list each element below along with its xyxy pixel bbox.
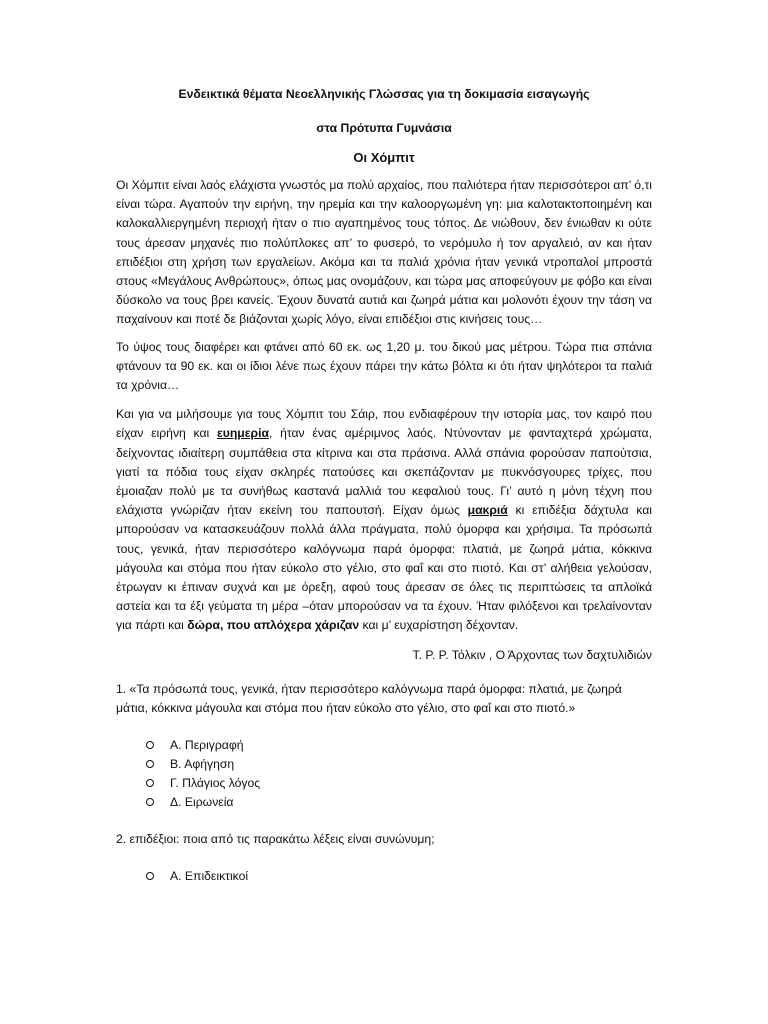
- question-1-option-d[interactable]: [146, 793, 652, 812]
- question-1-option-c[interactable]: [146, 774, 652, 793]
- story-title: Οι Χόμπιτ: [353, 150, 415, 165]
- paragraph-2: Το ύψος τους διαφέρει και φτάνει από 60 εκ. ως 1,20 μ. του δικού μας μέτρου. Τώρα πια σπάνια φτάνουν τα 90 εκ. και οι ίδιοι λένε πως έχουν πάρει την κάτω βόλτα κι ότι ήταν ψηλότεροι τα παλιά τα χρόνια…: [116, 339, 652, 393]
- option-label: Α. Περιγραφή: [170, 737, 244, 752]
- option-label: Δ. Ειρωνεία: [170, 794, 234, 809]
- option-label: Γ. Πλάγιος λόγος: [170, 775, 261, 790]
- option-label: Β. Αφήγηση: [170, 756, 235, 771]
- paragraph-3-part-a: Και για να μιλήσουμε για τους Χόμπιτ του Σάιρ, που ενδιαφέρουν την ιστορία μας, τον καιρό που είχαν ειρήνη και: [116, 407, 652, 441]
- underlined-word-evimeria: ευημερία: [216, 426, 269, 441]
- paragraph-3-part-d: και μ’ ευχαρίστηση δέχονταν.: [359, 618, 519, 633]
- paragraph-1: Οι Χόμπιτ είναι λαός ελάχιστα γνωστός μα πολύ αρχαίος, που παλιότερα ήταν περισσότεροι απ’ ό,τι είναι τώρα. Αγαπούν την ειρήνη, την ηρεμία και την καλοοργωμένη γη: μια καλοτακτοποιημένη και καλοκαλλιεργημένη περιοχή ήταν ο πιο αγαπημένος τους τόπος. Δε νιώθουν, δεν ένιωθαν κι ούτε τους άρεσαν μηχανές πιο πολύπλοκες απ’ το φυσερό, το νερόμυλο ή τον αργαλειό, αν και ήταν επιδέξιοι στη χρήση των εργαλείων. Ακόμα και τα παλιά χρόνια ήταν γενικά ντροπαλοί μπροστά στους «Μεγάλους Ανθρώπους», όπως μας ονομάζουν, και τώρα μας αποφεύγουν με φόβο και είναι δύσκολο να τους βρει κανείς. Έχουν δυνατά αυτιά και ζωηρά μάτια και μολονότι έχουν την τάση να παχαίνουν και ποτέ δε βιάζονται χωρίς λόγο, είναι επιδέξιοι στις κινήσεις τους…: [116, 178, 652, 327]
- document-subtitle: στα Πρότυπα Γυμνάσια: [316, 121, 452, 135]
- circle-bullet-icon: [146, 760, 154, 768]
- circle-bullet-icon: [146, 872, 154, 880]
- attribution: Τ. Ρ. Ρ. Τόλκιν , Ο Άρχοντας των δαχτυλιδιών: [412, 647, 652, 662]
- circle-bullet-icon: [146, 741, 154, 749]
- question-1-options: [116, 736, 652, 812]
- option-label: Α. Επιδεικτικοί: [170, 868, 249, 883]
- question-1: 1. «Τα πρόσωπά τους, γενικά, ήταν περισσότερο καλόγνωμα παρά όμορφα: πλατιά, με ζωηρά μάτια, κόκκινα μάγουλα και στόμα που ήταν εύκολο στο γέλιο, στο φαΐ και στο πιοτό.»: [116, 681, 622, 715]
- question-1-option-b[interactable]: [146, 755, 652, 774]
- circle-bullet-icon: [146, 779, 154, 787]
- question-2-options: [116, 867, 652, 886]
- question-2-option-a[interactable]: [146, 867, 652, 886]
- paragraph-3-part-b: , ήταν ένας αμέριμνος λαός. Ντύνονταν με φανταχτερά χρώματα, δείχνοντας ιδιαίτερη συμπάθεια στα κίτρινα και στα πράσινα. Αλλά σπάνια φορούσαν παπούτσια, γιατί τα πόδια τους είχαν σκληρές πατούσες και σκεπάζονταν με πυκνόσγουρες τρίχες, που έμοιαζαν πολύ με τα συνήθως καστανά μαλλιά του κεφαλιού τους. Γι’ αυτό η μόνη τέχνη που ελάχιστα γνώριζαν ήταν εκείνη του παπουτσή. Είχαν όμως: [116, 426, 652, 518]
- bold-phrase-dora: δώρα, που απλόχερα χάριζαν: [187, 618, 360, 633]
- question-2: 2. επιδέξιοι: ποια από τις παρακάτω λέξεις είναι συνώνυμη;: [116, 831, 435, 846]
- question-1-option-a[interactable]: [146, 736, 652, 755]
- underlined-word-makria: μακριά: [467, 503, 508, 518]
- paragraph-3: [116, 405, 652, 635]
- circle-bullet-icon: [146, 798, 154, 806]
- paragraph-3-part-c: κι επιδέξια δάχτυλα και μπορούσαν να κατασκευάζουν πολλά άλλα πράγματα, πολύ όμορφα και χρήσιμα. Τα πρόσωπά τους, γενικά, ήταν περισσότερο καλόγνωμα παρά όμορφα: πλατιά, με ζωηρά μάτια, κόκκινα μάγουλα και στόμα που ήταν εύκολο στο γέλιο, στο φαΐ και στο πιοτό. Και στ’ αλήθεια γελούσαν, έτρωγαν κι έπιναν συχνά και με όρεξη, αφού τους άρεσαν σε όλες τις περιπτώσεις τα απλοϊκά αστεία και τα έξι γεύματα τη μέρα –όταν μπορούσαν να τα έχουν. Ήταν φιλόξενοι και τρελαίνονταν για πάρτι και: [116, 503, 652, 633]
- document-title: Ενδεικτικά θέματα Νεοελληνικής Γλώσσας για τη δοκιμασία εισαγωγής: [178, 87, 590, 101]
